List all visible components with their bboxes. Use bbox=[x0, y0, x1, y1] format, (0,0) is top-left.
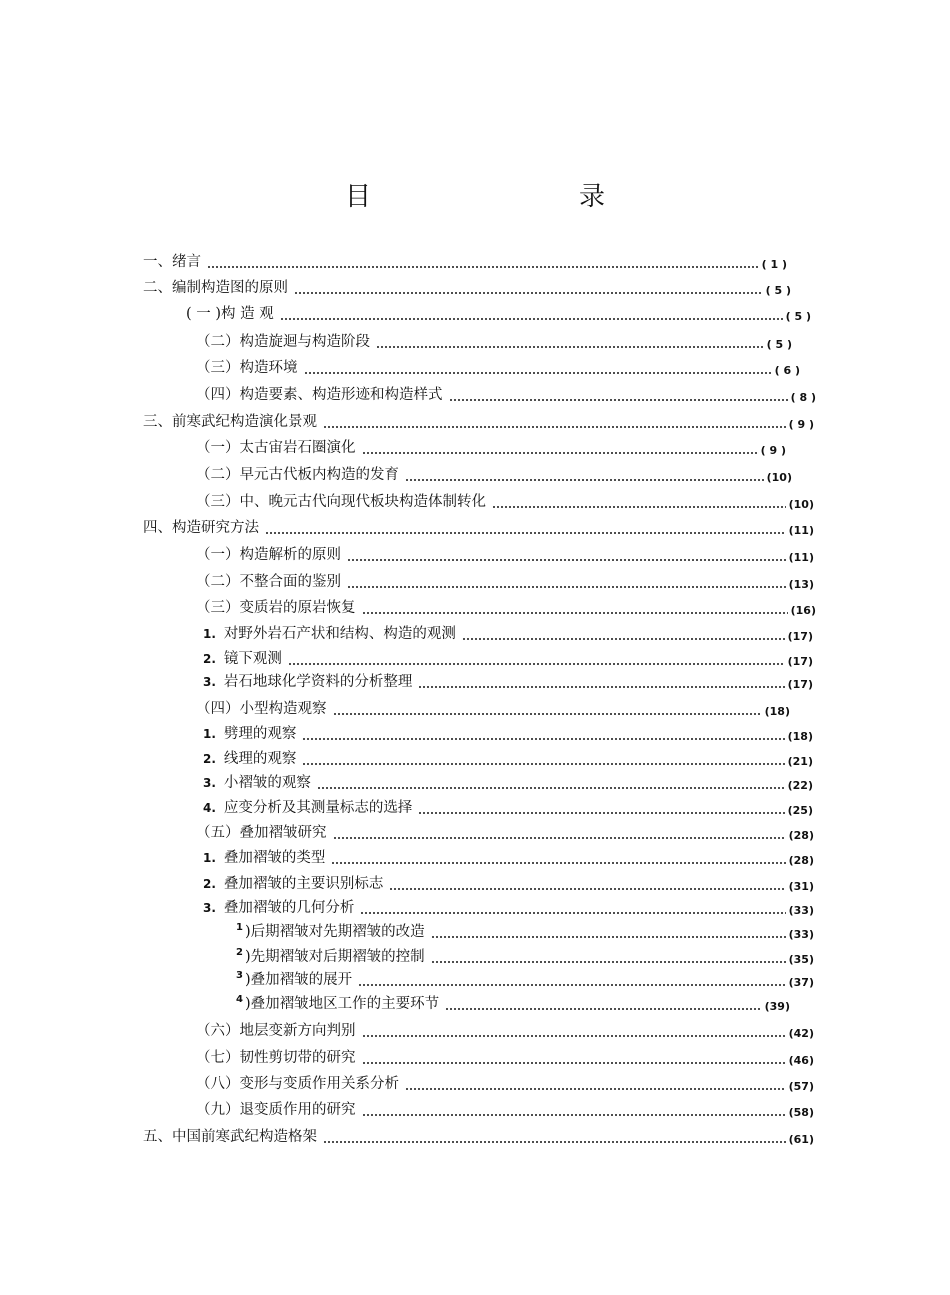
toc-entry-label: （四）构造要素、构造形迹和构造样式 bbox=[196, 387, 443, 403]
toc-entry[interactable] bbox=[196, 1068, 814, 1094]
toc-entry[interactable] bbox=[196, 817, 814, 843]
toc-entry[interactable] bbox=[203, 767, 813, 793]
toc-page-number: ( 5 ) bbox=[765, 284, 791, 297]
leader-dots bbox=[376, 346, 764, 348]
toc-item-number: 2. bbox=[203, 652, 216, 666]
leader-dots bbox=[302, 738, 784, 740]
leader-dots bbox=[462, 638, 785, 640]
leader-dots bbox=[449, 399, 788, 401]
toc-entry-label: （七）韧性剪切带的研究 bbox=[196, 1050, 356, 1066]
toc-page-number: (28) bbox=[788, 854, 814, 867]
leader-dots bbox=[360, 912, 785, 914]
leader-dots bbox=[492, 506, 786, 508]
toc-page-number: (17) bbox=[787, 655, 813, 668]
toc-entry[interactable] bbox=[203, 842, 814, 868]
leader-dots bbox=[358, 984, 785, 986]
toc-entry[interactable] bbox=[203, 868, 814, 894]
toc-page-number: (61) bbox=[788, 1133, 814, 1146]
toc-item-number: 1. bbox=[203, 627, 216, 641]
toc-entry-label: 叠加褶皱的类型 bbox=[223, 850, 326, 866]
toc-item-number: 2. bbox=[203, 752, 216, 766]
toc-entry[interactable] bbox=[196, 379, 816, 405]
toc-item-number: 4. bbox=[203, 801, 216, 815]
toc-page-number: ( 1 ) bbox=[761, 258, 787, 271]
toc-entry[interactable] bbox=[196, 592, 816, 618]
toc-page-number: ( 5 ) bbox=[785, 310, 811, 323]
toc-entry[interactable] bbox=[203, 618, 813, 644]
toc-entry-label: （六）地层变新方向判别 bbox=[196, 1023, 356, 1039]
leader-dots bbox=[323, 1141, 786, 1143]
leader-dots bbox=[333, 713, 762, 715]
toc-page-number: (33) bbox=[788, 904, 814, 917]
toc-entry[interactable] bbox=[196, 1015, 814, 1041]
table-of-contents bbox=[0, 246, 950, 1166]
leader-dots bbox=[431, 961, 786, 963]
leader-dots bbox=[288, 663, 785, 665]
toc-entry-label: )叠加褶皱地区工作的主要环节 bbox=[244, 996, 440, 1012]
leader-dots bbox=[302, 763, 784, 765]
toc-page-number: (21) bbox=[787, 755, 813, 768]
toc-entry[interactable] bbox=[196, 459, 792, 485]
leader-dots bbox=[323, 426, 786, 428]
toc-entry[interactable] bbox=[143, 512, 814, 538]
toc-item-number: 1 bbox=[236, 922, 243, 933]
toc-entry-label: 三、前寒武纪构造演化景观 bbox=[143, 414, 317, 430]
toc-entry[interactable] bbox=[196, 352, 800, 378]
toc-item-number: 3. bbox=[203, 901, 216, 915]
toc-entry-label: 劈理的观察 bbox=[223, 726, 297, 742]
toc-page-number: (46) bbox=[788, 1054, 814, 1067]
toc-entry[interactable] bbox=[143, 272, 791, 298]
toc-entry-label: （二）不整合面的鉴别 bbox=[196, 574, 341, 590]
toc-page-number: (37) bbox=[788, 976, 814, 989]
toc-entry-label: )叠加褶皱的展开 bbox=[244, 972, 353, 988]
leader-dots bbox=[347, 559, 786, 561]
toc-entry-label: )后期褶皱对先期褶皱的改造 bbox=[244, 924, 425, 940]
toc-page-number: (16) bbox=[790, 604, 816, 617]
leader-dots bbox=[294, 292, 763, 294]
toc-entry[interactable] bbox=[143, 1121, 814, 1147]
toc-page-number: (13) bbox=[788, 578, 814, 591]
toc-page-number: (28) bbox=[788, 829, 814, 842]
toc-entry-label: （二）早元古代板内构造的发育 bbox=[196, 467, 399, 483]
toc-entry[interactable] bbox=[143, 246, 787, 272]
toc-page-number: (18) bbox=[787, 730, 813, 743]
leader-dots bbox=[405, 479, 764, 481]
toc-entry-label: 叠加褶皱的主要识别标志 bbox=[223, 876, 384, 892]
toc-entry[interactable] bbox=[196, 693, 790, 719]
toc-page-number: (10) bbox=[766, 471, 792, 484]
toc-page-number: ( 6 ) bbox=[774, 364, 800, 377]
toc-page-number: ( 9 ) bbox=[760, 444, 786, 457]
toc-page-number: (35) bbox=[788, 953, 814, 966]
toc-page-number: (57) bbox=[788, 1080, 814, 1093]
toc-entry[interactable] bbox=[196, 566, 814, 592]
toc-entry-label: （八）变形与变质作用关系分析 bbox=[196, 1076, 399, 1092]
toc-entry[interactable] bbox=[203, 892, 814, 918]
leader-dots bbox=[389, 888, 785, 890]
toc-entry[interactable] bbox=[196, 1094, 814, 1120]
leader-dots bbox=[280, 318, 783, 320]
toc-entry-label: 五、中国前寒武纪构造格架 bbox=[143, 1129, 317, 1145]
toc-entry[interactable] bbox=[203, 718, 813, 744]
toc-entry-label: 叠加褶皱的几何分析 bbox=[223, 900, 355, 916]
toc-page-number: ( 9 ) bbox=[788, 418, 814, 431]
toc-entry-label: （三）构造环境 bbox=[196, 360, 298, 376]
toc-entry[interactable] bbox=[203, 792, 813, 818]
toc-page-number: (42) bbox=[788, 1027, 814, 1040]
toc-entry[interactable] bbox=[236, 964, 814, 990]
toc-page-number: (17) bbox=[787, 678, 813, 691]
leader-dots bbox=[207, 266, 759, 268]
toc-entry-label: （五）叠加褶皱研究 bbox=[196, 825, 327, 841]
leader-dots bbox=[431, 936, 786, 938]
toc-entry-label: 应变分析及其测量标志的选择 bbox=[223, 800, 413, 816]
toc-entry[interactable] bbox=[196, 539, 814, 565]
leader-dots bbox=[347, 586, 786, 588]
toc-page-number: (11) bbox=[788, 551, 814, 564]
toc-entry-label: （三）中、晚元古代向现代板块构造体制转化 bbox=[196, 494, 486, 510]
toc-page-number: ( 8 ) bbox=[790, 391, 816, 404]
leader-dots bbox=[405, 1088, 786, 1090]
toc-entry[interactable] bbox=[186, 298, 811, 324]
toc-page-number: (18) bbox=[764, 705, 790, 718]
toc-page-number: (31) bbox=[788, 880, 814, 893]
toc-entry-label: 对野外岩石产状和结构、构造的观测 bbox=[223, 626, 456, 642]
toc-entry-label: （四）小型构造观察 bbox=[196, 701, 327, 717]
toc-entry-label: )先期褶皱对后期褶皱的控制 bbox=[244, 949, 425, 965]
toc-item-number: 3 bbox=[236, 970, 243, 981]
toc-page-number: (17) bbox=[787, 630, 813, 643]
leader-dots bbox=[304, 372, 772, 374]
leader-dots bbox=[418, 812, 784, 814]
toc-entry-label: ( 一 )构 造 观 bbox=[186, 306, 274, 322]
toc-page-number: (39) bbox=[764, 1000, 790, 1013]
leader-dots bbox=[265, 532, 786, 534]
toc-item-number: 2 bbox=[236, 947, 243, 958]
toc-entry[interactable] bbox=[196, 1042, 814, 1068]
toc-entry-label: （三）变质岩的原岩恢复 bbox=[196, 600, 356, 616]
toc-entry[interactable] bbox=[196, 486, 814, 512]
page-title: 目 录 bbox=[344, 182, 657, 212]
toc-page-number: ( 5 ) bbox=[766, 338, 792, 351]
toc-entry-label: 小褶皱的观察 bbox=[223, 775, 311, 791]
toc-item-number: 1. bbox=[203, 727, 216, 741]
toc-entry[interactable] bbox=[203, 666, 813, 692]
leader-dots bbox=[362, 1062, 786, 1064]
toc-entry-label: （一）构造解析的原则 bbox=[196, 547, 341, 563]
toc-entry[interactable] bbox=[203, 743, 813, 769]
leader-dots bbox=[331, 862, 785, 864]
toc-entry-label: 一、绪言 bbox=[143, 254, 201, 270]
toc-entry-label: （二）构造旋迴与构造阶段 bbox=[196, 334, 370, 350]
leader-dots bbox=[362, 452, 758, 454]
leader-dots bbox=[362, 612, 788, 614]
toc-page-number: (58) bbox=[788, 1106, 814, 1119]
toc-entry-label: （九）退变质作用的研究 bbox=[196, 1102, 356, 1118]
toc-entry-label: 四、构造研究方法 bbox=[143, 520, 259, 536]
leader-dots bbox=[418, 686, 784, 688]
toc-item-number: 4 bbox=[236, 994, 243, 1005]
toc-item-number: 3. bbox=[203, 776, 216, 790]
toc-page-number: (33) bbox=[788, 928, 814, 941]
toc-entry[interactable] bbox=[236, 916, 814, 942]
toc-entry[interactable] bbox=[196, 326, 792, 352]
toc-page-number: (11) bbox=[788, 524, 814, 537]
toc-page-number: (10) bbox=[788, 498, 814, 511]
leader-dots bbox=[333, 837, 786, 839]
toc-page-number: (22) bbox=[787, 779, 813, 792]
toc-entry[interactable] bbox=[196, 432, 786, 458]
toc-item-number: 3. bbox=[203, 675, 216, 689]
toc-entry-label: 镜下观测 bbox=[223, 651, 282, 667]
toc-page-number: (25) bbox=[787, 804, 813, 817]
toc-entry-label: 岩石地球化学资料的分析整理 bbox=[223, 674, 413, 690]
toc-item-number: 1. bbox=[203, 851, 216, 865]
toc-entry-label: （一）太古宙岩石圈演化 bbox=[196, 440, 356, 456]
leader-dots bbox=[362, 1114, 786, 1116]
toc-item-number: 2. bbox=[203, 877, 216, 891]
toc-entry[interactable] bbox=[236, 988, 790, 1014]
toc-entry-label: 线理的观察 bbox=[223, 751, 297, 767]
toc-entry-label: 二、编制构造图的原则 bbox=[143, 280, 288, 296]
leader-dots bbox=[445, 1008, 762, 1010]
leader-dots bbox=[362, 1035, 786, 1037]
toc-entry[interactable] bbox=[143, 406, 814, 432]
leader-dots bbox=[317, 787, 785, 789]
